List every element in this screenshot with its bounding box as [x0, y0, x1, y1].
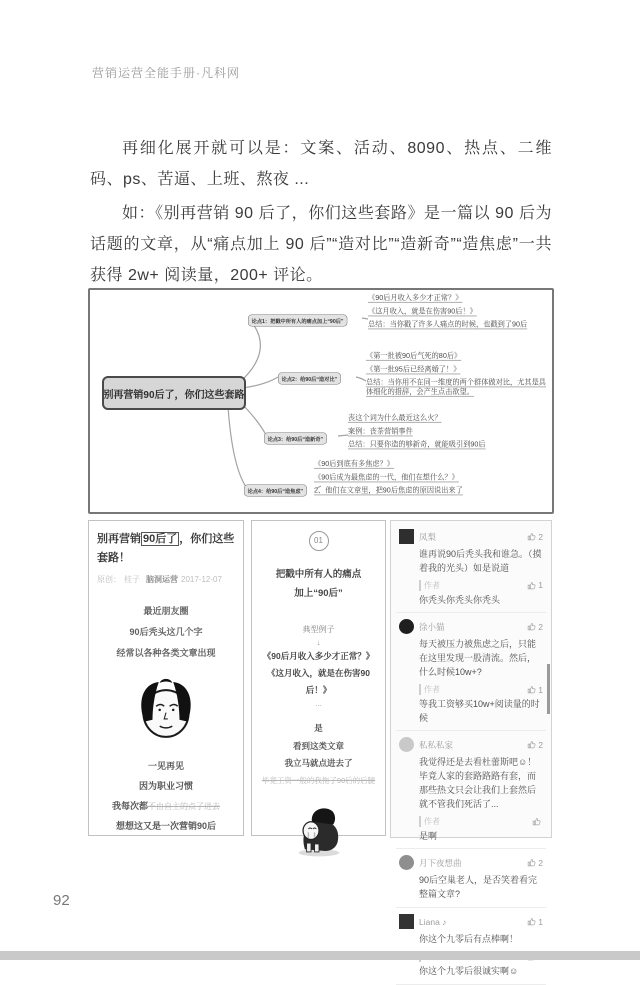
comment-likes	[527, 622, 543, 632]
comment-header	[399, 619, 543, 634]
comment-username: 徐小猫	[419, 621, 445, 632]
down-arrow-icon: ↓	[316, 637, 321, 647]
mindmap-branch-node-2: 论点2：给90后“造对比”	[278, 373, 341, 385]
article-line: 因为职业习惯	[138, 781, 193, 792]
article-line-with-strike	[97, 797, 235, 817]
author-badge: 作者	[419, 684, 527, 695]
mindmap-panel	[88, 288, 554, 514]
point-strikethrough-text: 毕竟工资一般的我拖了90后的后腿	[261, 776, 376, 786]
comment-body: 我觉得还是去看杜蕾斯吧☺！毕竟人家的套路路路有套，而那些热文只会让我们上套然后就不管我们死活了...	[419, 757, 537, 809]
author-badge: 作者	[419, 816, 532, 827]
point-heading	[259, 565, 378, 603]
example-label: 典型例子	[302, 625, 335, 634]
page-bottom-edge	[0, 951, 640, 960]
author-reply-header	[419, 580, 543, 591]
author-reply-body: 你这个九零后很诚实啊☺	[419, 966, 519, 977]
thumb-up-icon	[527, 858, 536, 867]
article-account: 脑洞运营	[146, 575, 178, 585]
comment-username: 凤梨	[419, 531, 437, 542]
mindmap-branch-node-3: 论点3：给90后“造新奇”	[264, 433, 327, 445]
mindmap-branch-node-1: 论点1：把戳中所有人的痛点加上“90后”	[248, 315, 347, 327]
article-line: 想想这又是一次营销90后	[115, 820, 216, 831]
mindmap-leaf: 案例：丧茶营销事件	[348, 427, 413, 436]
page-number: 92	[53, 892, 70, 909]
mindmap-branch-node-4: 论点4：给90后“造焦虑”	[244, 485, 307, 497]
reaction-lines	[259, 720, 378, 774]
comment-username: 月下夜想曲	[419, 857, 462, 868]
reply-likes	[527, 685, 543, 695]
example-title: 《这月收入，就是在伤害90后！》	[267, 667, 370, 695]
mindmap-leaf: 2、他们在文章里，把90后焦虑的原因说出来了	[314, 486, 463, 495]
bald-man-meme-icon	[130, 673, 202, 745]
article-intro-lines	[97, 601, 235, 663]
comment-body: 每天被压力被焦虑之后，只能在这里发现一股清流。然后，什么时候10w+?	[419, 639, 537, 678]
mindmap-leaf: 《90后到底有多焦虑？》	[314, 460, 395, 468]
mindmap-leaf: 《第一批95后已经离婚了！》	[366, 365, 461, 374]
paragraph-example-intro: 如：《别再营销 90 后了，你们这些套路》是一篇以 90 后为话题的文章，从“痛点加上 90 后”“造对比”“造新奇”“造焦虑”一共获得 2w+ 阅读量，200+ 评论。	[90, 205, 552, 284]
mindmap-leaf: 《这月收入，就是在伤害90后！》	[368, 307, 477, 316]
reply-likes	[527, 580, 543, 590]
thumb-up-icon	[527, 917, 536, 926]
mindmap-leaf-group-4	[314, 460, 544, 500]
article-origin-label: 原创：	[97, 575, 121, 585]
comments-card	[390, 520, 552, 977]
point-heading-line: 加上“90后”	[294, 588, 343, 599]
point-heading-line: 把戳中所有人的痛点	[275, 569, 362, 580]
comment-username: Liana ♪	[419, 916, 447, 927]
ellipsis-text: ...	[315, 698, 322, 708]
comment-likes	[527, 917, 543, 927]
article-title-highlight-box: 90后了	[143, 533, 178, 545]
article-title-pre: 别再营销	[97, 533, 141, 545]
like-count: 2	[538, 739, 543, 750]
comment-item	[396, 849, 546, 908]
article-meta	[97, 574, 235, 585]
mindmap-leaf: 总结：当你戳了许多人痛点的时候，也戳到了90后	[368, 320, 528, 329]
thumb-up-icon	[527, 622, 536, 631]
avatar	[399, 737, 414, 752]
thumb-up-icon	[532, 817, 541, 826]
point-summary-card	[251, 520, 386, 836]
comment-header	[399, 737, 543, 752]
like-count: 2	[538, 531, 543, 542]
thumb-up-icon	[527, 740, 536, 749]
comment-item	[396, 731, 546, 849]
author-reply-body: 是啊	[419, 830, 438, 841]
author-reply-body: 你秃头你秃头你秃头	[419, 594, 501, 605]
crying-man-meme-icon	[288, 796, 350, 860]
avatar	[399, 619, 414, 634]
mindmap-leaf: 《90后成为最焦虑的一代，他们在想什么？》	[314, 473, 459, 482]
mindmap-leaf: 《第一批被90后气死的80后》	[366, 352, 462, 360]
article-line: 经常以各种各类文章出现	[116, 647, 216, 658]
comment-body: 90后空巢老人，是否笑着看完整篇文章?	[419, 875, 538, 900]
like-count: 1	[538, 916, 543, 927]
article-date: 2017-12-07	[181, 575, 222, 585]
comment-item	[396, 613, 546, 731]
mindmap-leaf: 《90后月收入多少才正常？》	[368, 294, 463, 302]
author-reply-header	[419, 816, 543, 827]
mindmap-leaf-group-1	[368, 294, 541, 334]
thumb-up-icon	[527, 532, 536, 541]
mindmap-leaf: 丧这个词为什么最近这么火？	[348, 414, 442, 422]
book-header: 营销运营全能手册·凡科网	[92, 66, 240, 80]
point-number-badge: 01	[309, 531, 329, 551]
mindmap-leaf-group-2	[366, 352, 551, 401]
example-title: 《90后月收入多少才正常？》	[262, 650, 375, 661]
author-reply-body: 等我工资够买10w+阅读量的时候	[419, 699, 540, 723]
scrollbar-thumb	[547, 664, 550, 714]
reply-likes	[532, 817, 543, 826]
reaction-line: 是	[314, 722, 323, 733]
mindmap-root-node: 别再营销90后了，你们这些套路	[102, 376, 246, 410]
article-line-pre: 我每次都	[111, 801, 148, 812]
article-strikethrough-text: 不由自主的点了进去	[148, 802, 220, 812]
author-badge: 作者	[419, 580, 527, 591]
avatar	[399, 855, 414, 870]
comment-item	[396, 523, 546, 613]
article-line: 最近朋友圈	[143, 606, 189, 617]
article-author: 桂子	[124, 575, 140, 585]
article-title	[97, 530, 235, 567]
like-count: 1	[538, 580, 543, 591]
comment-header	[399, 855, 543, 870]
like-count: 2	[538, 857, 543, 868]
comment-item	[396, 908, 546, 984]
comment-likes	[527, 740, 543, 750]
author-reply-header	[419, 684, 543, 695]
mindmap-leaf-group-3	[348, 414, 508, 454]
comment-header	[399, 529, 543, 544]
avatar	[399, 914, 414, 929]
thumb-up-icon	[527, 685, 536, 694]
article-outro-lines	[97, 757, 235, 836]
reaction-line: 看到这类文章	[292, 740, 344, 751]
comment-username: 私私私家	[419, 739, 454, 750]
article-screenshot-card	[88, 520, 244, 836]
comment-body: 你这个九零后有点棒啊！	[419, 934, 519, 945]
reaction-line: 我立马就点进去了	[284, 758, 353, 769]
article-line: 90后秃头这几个字	[129, 627, 203, 638]
comment-body: 谁再说90后秃头我和谁急。（摸着我的光头）如是说道	[419, 549, 542, 573]
comment-header	[399, 914, 543, 929]
mindmap-leaf: 总结：当你用不在同一维度的两个群体做对比，尤其是具体细化的措辞，会产生点击欲望。	[366, 378, 546, 396]
paragraph-detail-list: 再细化展开就可以是：文案、活动、8090、热点、二维码、ps、苦逼、上班、熬夜 ...	[90, 140, 552, 188]
like-count: 2	[538, 621, 543, 632]
article-title-post: ，你们这些套路！	[97, 533, 235, 564]
comment-likes	[527, 532, 543, 542]
like-count: 1	[538, 684, 543, 695]
thumb-up-icon	[527, 581, 536, 590]
article-line: 一见再见	[147, 761, 184, 772]
comment-likes	[527, 858, 543, 868]
mindmap-leaf: 总结：只要你造的够新奇，就能吸引到90后	[348, 440, 486, 449]
avatar	[399, 529, 414, 544]
